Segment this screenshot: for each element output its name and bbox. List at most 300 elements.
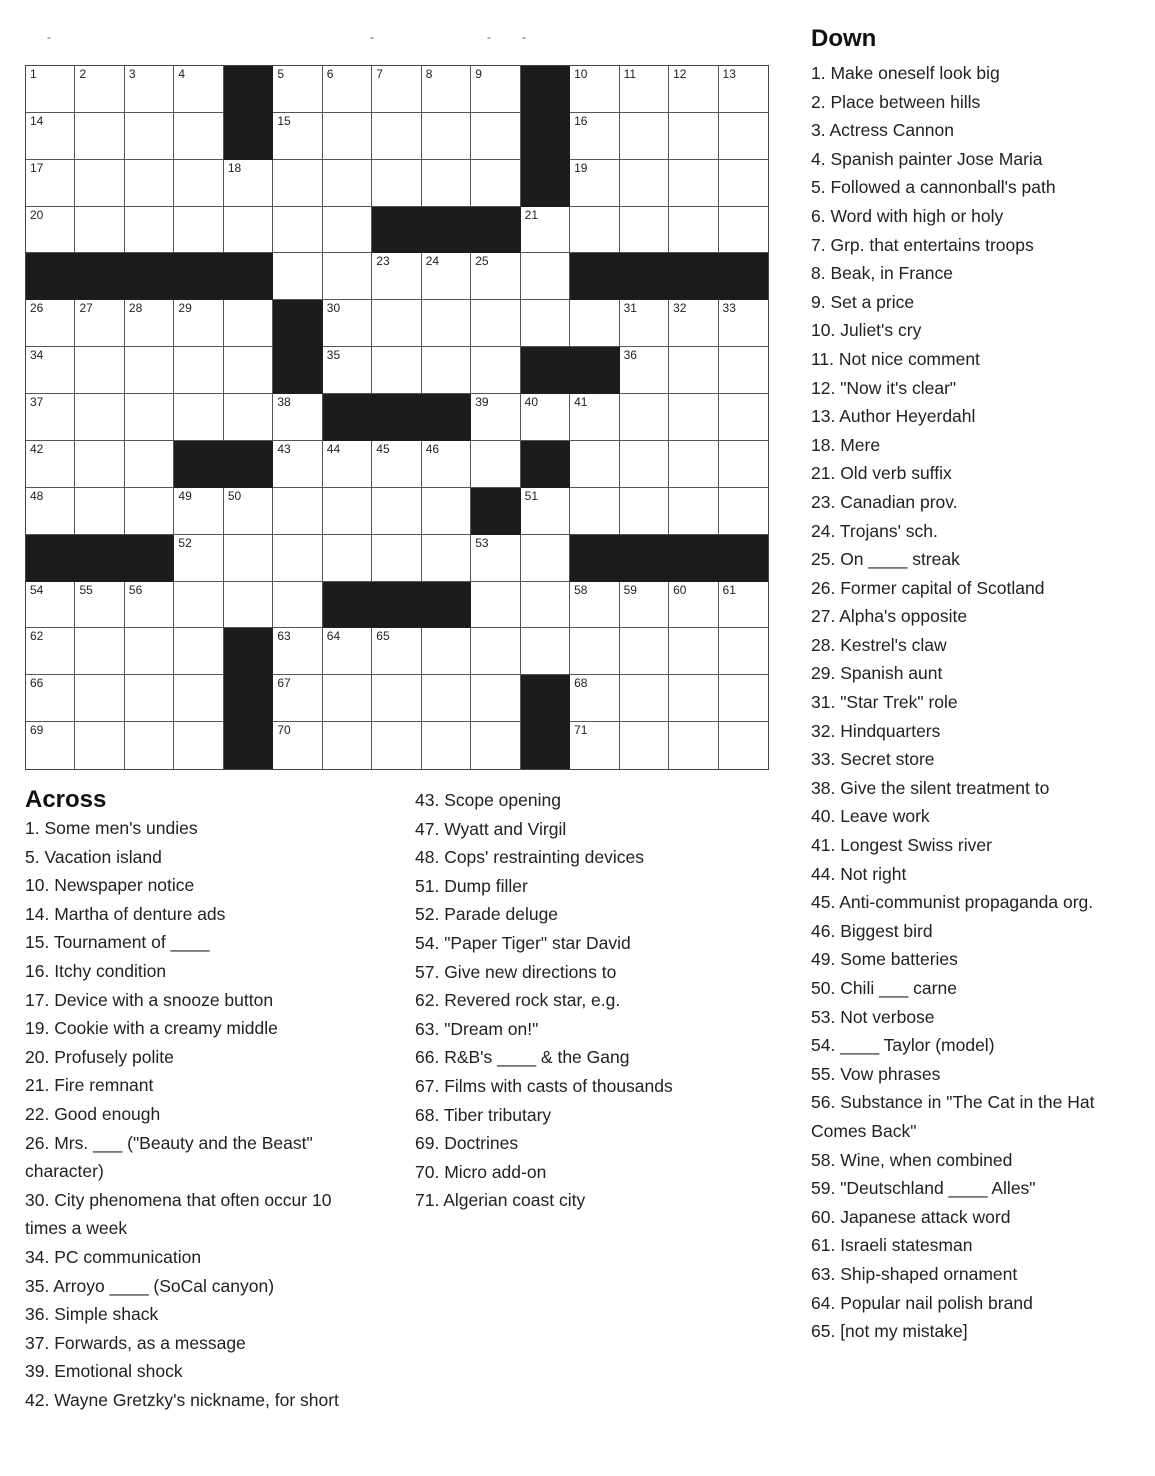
grid-cell[interactable] <box>471 675 520 722</box>
clue-number: 50 <box>227 488 242 503</box>
clue-number: 18 <box>227 160 242 175</box>
grid-cell[interactable] <box>422 160 471 207</box>
grid-block <box>620 253 669 300</box>
grid-cell[interactable] <box>224 394 273 441</box>
grid-block <box>372 582 421 629</box>
grid-block <box>75 535 124 582</box>
clue-number: 65 <box>376 629 390 644</box>
grid-cell[interactable] <box>471 628 520 675</box>
grid-block <box>372 207 421 254</box>
grid-cell[interactable] <box>372 675 421 722</box>
grid-cell[interactable] <box>125 300 174 347</box>
grid-cell[interactable] <box>224 535 273 582</box>
grid-cell[interactable] <box>422 253 471 300</box>
grid-cell[interactable] <box>669 66 718 113</box>
grid-cell[interactable] <box>174 722 223 769</box>
grid-cell[interactable] <box>273 394 322 441</box>
grid-cell[interactable] <box>26 441 75 488</box>
down-clue: 45. Anti-communist propaganda org. <box>811 892 1094 913</box>
down-clue: 13. Author Heyerdahl <box>811 406 976 427</box>
across-clue: 15. Tournament of ____ <box>25 932 210 953</box>
crossword-grid <box>25 65 769 770</box>
across-clue: 5. Vacation island <box>25 846 162 867</box>
grid-cell[interactable] <box>125 113 174 160</box>
grid-cell[interactable] <box>620 441 669 488</box>
clue-number: 36 <box>623 348 637 363</box>
grid-cell[interactable] <box>669 347 718 394</box>
grid-cell[interactable] <box>620 722 669 769</box>
grid-cell[interactable] <box>174 488 223 535</box>
grid-cell[interactable] <box>224 207 273 254</box>
clue-number: 34 <box>30 348 44 363</box>
grid-cell[interactable] <box>422 488 471 535</box>
grid-cell[interactable] <box>669 441 718 488</box>
grid-cell[interactable] <box>620 628 669 675</box>
down-clue: 56. Substance in "The Cat in the Hat <box>811 1092 1095 1113</box>
grid-cell[interactable] <box>273 628 322 675</box>
grid-cell[interactable] <box>323 66 372 113</box>
grid-cell[interactable] <box>125 628 174 675</box>
grid-cell[interactable] <box>372 113 421 160</box>
grid-block <box>422 582 471 629</box>
down-clue: 28. Kestrel's claw <box>811 634 947 655</box>
grid-cell[interactable] <box>471 347 520 394</box>
across-clue: 67. Films with casts of thousands <box>415 1075 673 1096</box>
grid-cell[interactable] <box>372 535 421 582</box>
grid-cell[interactable] <box>372 253 421 300</box>
grid-cell[interactable] <box>620 582 669 629</box>
grid-cell[interactable] <box>570 207 619 254</box>
grid-cell[interactable] <box>372 66 421 113</box>
grid-block <box>422 207 471 254</box>
across-clue: 20. Profusely polite <box>25 1046 174 1067</box>
grid-cell[interactable] <box>570 628 619 675</box>
grid-block <box>224 66 273 113</box>
down-clue: 11. Not nice comment <box>811 348 980 369</box>
grid-cell[interactable] <box>570 582 619 629</box>
across-clue: 70. Micro add-on <box>415 1161 547 1182</box>
down-clue: 26. Former capital of Scotland <box>811 577 1045 598</box>
grid-cell[interactable] <box>372 722 421 769</box>
clue-number: 56 <box>128 582 143 597</box>
down-clue: 25. On ____ streak <box>811 549 960 570</box>
grid-cell[interactable] <box>669 582 718 629</box>
clue-number: 44 <box>326 441 341 456</box>
across-clue: 39. Emotional shock <box>25 1361 183 1382</box>
grid-cell[interactable] <box>719 675 768 722</box>
clue-number: 37 <box>30 395 44 410</box>
grid-cell[interactable] <box>323 722 372 769</box>
grid-cell[interactable] <box>372 300 421 347</box>
grid-cell[interactable] <box>422 347 471 394</box>
grid-block <box>471 488 520 535</box>
grid-cell[interactable] <box>669 113 718 160</box>
down-clue: 12. "Now it's clear" <box>811 377 957 398</box>
grid-cell[interactable] <box>719 582 768 629</box>
grid-cell[interactable] <box>125 722 174 769</box>
grid-cell[interactable] <box>620 113 669 160</box>
grid-cell[interactable] <box>26 488 75 535</box>
grid-cell[interactable] <box>75 675 124 722</box>
grid-cell[interactable] <box>174 675 223 722</box>
grid-cell[interactable] <box>372 160 421 207</box>
grid-cell[interactable] <box>174 113 223 160</box>
grid-cell[interactable] <box>669 160 718 207</box>
grid-cell[interactable] <box>26 628 75 675</box>
grid-cell[interactable] <box>521 535 570 582</box>
grid-block <box>224 722 273 769</box>
clue-number: 5 <box>277 67 285 81</box>
across-clue: 54. "Paper Tiger" star David <box>415 932 631 953</box>
across-clue: times a week <box>25 1218 128 1239</box>
grid-block <box>521 66 570 113</box>
grid-cell[interactable] <box>719 394 768 441</box>
grid-cell[interactable] <box>224 582 273 629</box>
grid-cell[interactable] <box>719 66 768 113</box>
clue-number: 46 <box>425 441 440 456</box>
grid-cell[interactable] <box>125 66 174 113</box>
grid-cell[interactable] <box>125 441 174 488</box>
grid-cell[interactable] <box>521 582 570 629</box>
down-clue: 61. Israeli statesman <box>811 1235 973 1256</box>
grid-cell[interactable] <box>323 207 372 254</box>
clue-number: 26 <box>30 301 44 316</box>
grid-cell[interactable] <box>26 300 75 347</box>
grid-cell[interactable] <box>521 300 570 347</box>
grid-cell[interactable] <box>323 441 372 488</box>
clue-number: 10 <box>574 67 588 81</box>
grid-cell[interactable] <box>570 160 619 207</box>
grid-cell[interactable] <box>719 113 768 160</box>
clue-number: 55 <box>79 582 93 597</box>
grid-cell[interactable] <box>521 253 570 300</box>
grid-cell[interactable] <box>224 488 273 535</box>
grid-cell[interactable] <box>669 488 718 535</box>
grid-cell[interactable] <box>273 675 322 722</box>
grid-cell[interactable] <box>620 394 669 441</box>
grid-cell[interactable] <box>273 722 322 769</box>
grid-cell[interactable] <box>570 66 619 113</box>
down-clue: 53. Not verbose <box>811 1006 935 1027</box>
grid-cell[interactable] <box>273 207 322 254</box>
down-clue: 59. "Deutschland ____ Alles" <box>811 1178 1036 1199</box>
grid-cell[interactable] <box>125 488 174 535</box>
clue-number: 32 <box>673 301 687 316</box>
down-clue: 4. Spanish painter Jose Maria <box>811 148 1043 169</box>
grid-cell[interactable] <box>570 722 619 769</box>
grid-cell[interactable] <box>125 582 174 629</box>
grid-cell[interactable] <box>26 582 75 629</box>
clue-number: 8 <box>425 67 433 81</box>
grid-cell[interactable] <box>422 66 471 113</box>
across-clue: 71. Algerian coast city <box>415 1190 586 1211</box>
grid-cell[interactable] <box>174 347 223 394</box>
clue-number: 12 <box>673 67 687 81</box>
grid-cell[interactable] <box>719 160 768 207</box>
grid-cell[interactable] <box>323 535 372 582</box>
grid-cell[interactable] <box>372 347 421 394</box>
down-clue-list <box>811 59 1151 1346</box>
across-clue: 14. Martha of denture ads <box>25 903 226 924</box>
clue-number: 51 <box>524 488 539 503</box>
grid-cell[interactable] <box>273 66 322 113</box>
clue-number: 67 <box>277 676 291 691</box>
grid-block <box>26 535 75 582</box>
grid-cell[interactable] <box>471 535 520 582</box>
grid-cell[interactable] <box>224 347 273 394</box>
down-clue: 3. Actress Cannon <box>811 120 954 141</box>
clue-number: 11 <box>623 67 637 81</box>
grid-cell[interactable] <box>224 300 273 347</box>
grid-block <box>26 253 75 300</box>
down-clue: 18. Mere <box>811 434 881 455</box>
clue-number: 14 <box>30 113 44 128</box>
down-clue: 40. Leave work <box>811 806 930 827</box>
clue-number: 43 <box>277 441 291 456</box>
grid-cell[interactable] <box>471 582 520 629</box>
grid-block <box>174 441 223 488</box>
clue-number: 59 <box>623 582 637 597</box>
clue-number: 40 <box>524 395 539 410</box>
across-clue: 42. Wayne Gretzky's nickname, for short <box>25 1389 339 1410</box>
grid-cell[interactable] <box>422 722 471 769</box>
grid-cell[interactable] <box>422 441 471 488</box>
grid-cell[interactable] <box>471 441 520 488</box>
grid-cell[interactable] <box>719 300 768 347</box>
grid-cell[interactable] <box>273 441 322 488</box>
grid-cell[interactable] <box>174 160 223 207</box>
grid-cell[interactable] <box>323 488 372 535</box>
grid-cell[interactable] <box>125 347 174 394</box>
down-clue: 6. Word with high or holy <box>811 205 1004 226</box>
grid-cell[interactable] <box>422 113 471 160</box>
grid-cell[interactable] <box>620 207 669 254</box>
grid-cell[interactable] <box>26 113 75 160</box>
grid-cell[interactable] <box>521 488 570 535</box>
clue-number: 61 <box>722 582 736 597</box>
grid-cell[interactable] <box>26 394 75 441</box>
grid-cell[interactable] <box>521 207 570 254</box>
grid-cell[interactable] <box>125 160 174 207</box>
grid-block <box>224 441 273 488</box>
grid-cell[interactable] <box>570 441 619 488</box>
down-clue: 58. Wine, when combined <box>811 1149 1013 1170</box>
grid-cell[interactable] <box>570 488 619 535</box>
grid-cell[interactable] <box>75 441 124 488</box>
across-clue: 37. Forwards, as a message <box>25 1332 246 1353</box>
clue-number: 52 <box>178 535 192 550</box>
grid-cell[interactable] <box>669 722 718 769</box>
down-clue: 63. Ship-shaped ornament <box>811 1263 1018 1284</box>
across-heading: Across <box>25 786 107 813</box>
across-clue-list <box>25 814 400 1414</box>
grid-cell[interactable] <box>174 628 223 675</box>
grid-block <box>125 253 174 300</box>
grid-cell[interactable] <box>719 488 768 535</box>
clue-number: 9 <box>475 67 482 81</box>
down-clue: 50. Chili ___ carne <box>811 978 957 998</box>
grid-cell[interactable] <box>323 160 372 207</box>
grid-cell[interactable] <box>719 207 768 254</box>
grid-cell[interactable] <box>719 722 768 769</box>
grid-block <box>719 535 768 582</box>
grid-block <box>521 347 570 394</box>
across-clue: 68. Tiber tributary <box>415 1104 552 1125</box>
down-clue: 38. Give the silent treatment to <box>811 777 1050 798</box>
grid-cell[interactable] <box>125 207 174 254</box>
grid-cell[interactable] <box>174 582 223 629</box>
grid-cell[interactable] <box>719 628 768 675</box>
across-clue-list-continued <box>415 786 785 1215</box>
grid-cell[interactable] <box>471 300 520 347</box>
grid-cell[interactable] <box>570 394 619 441</box>
clue-number: 53 <box>475 535 489 550</box>
across-clue: 52. Parade deluge <box>415 904 559 925</box>
grid-cell[interactable] <box>75 300 124 347</box>
grid-cell[interactable] <box>273 582 322 629</box>
down-clue: 2. Place between hills <box>811 91 981 112</box>
grid-cell[interactable] <box>372 441 421 488</box>
grid-cell[interactable] <box>570 113 619 160</box>
grid-cell[interactable] <box>174 300 223 347</box>
grid-cell[interactable] <box>273 535 322 582</box>
grid-cell[interactable] <box>422 628 471 675</box>
grid-cell[interactable] <box>471 722 520 769</box>
grid-cell[interactable] <box>422 675 471 722</box>
grid-cell[interactable] <box>620 300 669 347</box>
grid-cell[interactable] <box>75 722 124 769</box>
grid-cell[interactable] <box>125 394 174 441</box>
grid-cell[interactable] <box>323 300 372 347</box>
grid-block <box>75 253 124 300</box>
grid-block <box>669 253 718 300</box>
down-clue: 8. Beak, in France <box>811 263 954 284</box>
clue-number: 13 <box>722 67 736 81</box>
clue-number: 7 <box>376 67 383 81</box>
grid-cell[interactable] <box>372 488 421 535</box>
clue-number: 38 <box>277 395 291 410</box>
across-clue: 51. Dump filler <box>415 875 528 896</box>
grid-cell[interactable] <box>620 66 669 113</box>
grid-cell[interactable] <box>669 628 718 675</box>
grid-cell[interactable] <box>669 207 718 254</box>
clue-number: 62 <box>30 629 44 644</box>
clue-number: 28 <box>128 301 143 316</box>
down-clue: 46. Biggest bird <box>811 920 933 941</box>
grid-cell[interactable] <box>620 488 669 535</box>
grid-cell[interactable] <box>75 160 124 207</box>
grid-cell[interactable] <box>75 66 124 113</box>
grid-block <box>620 535 669 582</box>
grid-cell[interactable] <box>471 66 520 113</box>
grid-cell[interactable] <box>323 675 372 722</box>
grid-cell[interactable] <box>620 347 669 394</box>
clue-number: 17 <box>30 160 44 175</box>
grid-cell[interactable] <box>75 628 124 675</box>
grid-cell[interactable] <box>669 675 718 722</box>
clue-number: 16 <box>574 113 588 128</box>
down-heading: Down <box>811 25 877 52</box>
grid-cell[interactable] <box>620 675 669 722</box>
down-clue: 5. Followed a cannonball's path <box>811 177 1056 198</box>
grid-cell[interactable] <box>323 628 372 675</box>
grid-cell[interactable] <box>273 113 322 160</box>
grid-cell[interactable] <box>75 394 124 441</box>
down-clue: 7. Grp. that entertains troops <box>811 234 1034 255</box>
grid-cell[interactable] <box>471 113 520 160</box>
grid-cell[interactable] <box>75 488 124 535</box>
clue-number: 24 <box>425 254 440 269</box>
grid-cell[interactable] <box>570 675 619 722</box>
down-clue: Comes Back" <box>811 1120 917 1141</box>
grid-cell[interactable] <box>26 66 75 113</box>
down-clue: 24. Trojans' sch. <box>811 520 938 541</box>
grid-cell[interactable] <box>26 722 75 769</box>
grid-cell[interactable] <box>719 347 768 394</box>
grid-cell[interactable] <box>26 347 75 394</box>
clue-number: 31 <box>623 301 637 316</box>
clue-number: 39 <box>475 395 489 410</box>
clue-number: 54 <box>30 582 44 597</box>
across-clue: 48. Cops' restrainting devices <box>415 847 645 868</box>
grid-cell[interactable] <box>669 394 718 441</box>
clue-number: 21 <box>524 207 539 222</box>
grid-cell[interactable] <box>620 160 669 207</box>
grid-cell[interactable] <box>75 113 124 160</box>
grid-cell[interactable] <box>26 675 75 722</box>
grid-cell[interactable] <box>174 394 223 441</box>
clue-number: 71 <box>574 723 588 738</box>
grid-cell[interactable] <box>273 160 322 207</box>
grid-cell[interactable] <box>719 441 768 488</box>
grid-cell[interactable] <box>570 300 619 347</box>
grid-cell[interactable] <box>125 675 174 722</box>
across-clue: 35. Arroyo ____ (SoCal canyon) <box>25 1275 275 1296</box>
clue-number: 48 <box>30 488 44 503</box>
grid-cell[interactable] <box>174 66 223 113</box>
grid-cell[interactable] <box>521 394 570 441</box>
grid-cell[interactable] <box>224 160 273 207</box>
across-clue: 22. Good enough <box>25 1103 161 1124</box>
across-clue: 19. Cookie with a creamy middle <box>25 1018 278 1039</box>
grid-cell[interactable] <box>471 394 520 441</box>
grid-cell[interactable] <box>273 253 322 300</box>
grid-cell[interactable] <box>422 535 471 582</box>
grid-cell[interactable] <box>174 207 223 254</box>
down-clue: 54. ____ Taylor (model) <box>811 1035 995 1056</box>
grid-cell[interactable] <box>26 160 75 207</box>
grid-cell[interactable] <box>75 582 124 629</box>
grid-cell[interactable] <box>174 535 223 582</box>
grid-cell[interactable] <box>323 347 372 394</box>
grid-cell[interactable] <box>323 113 372 160</box>
across-clue: 16. Itchy condition <box>25 960 167 981</box>
clue-number: 1 <box>30 67 37 81</box>
grid-cell[interactable] <box>75 207 124 254</box>
grid-cell[interactable] <box>273 488 322 535</box>
grid-cell[interactable] <box>471 253 520 300</box>
grid-cell[interactable] <box>422 300 471 347</box>
grid-cell[interactable] <box>26 207 75 254</box>
clue-number: 35 <box>326 348 341 363</box>
grid-cell[interactable] <box>521 628 570 675</box>
grid-cell[interactable] <box>372 628 421 675</box>
down-clue: 44. Not right <box>811 863 907 884</box>
grid-cell[interactable] <box>75 347 124 394</box>
grid-cell[interactable] <box>323 253 372 300</box>
grid-cell[interactable] <box>669 300 718 347</box>
grid-cell[interactable] <box>471 160 520 207</box>
